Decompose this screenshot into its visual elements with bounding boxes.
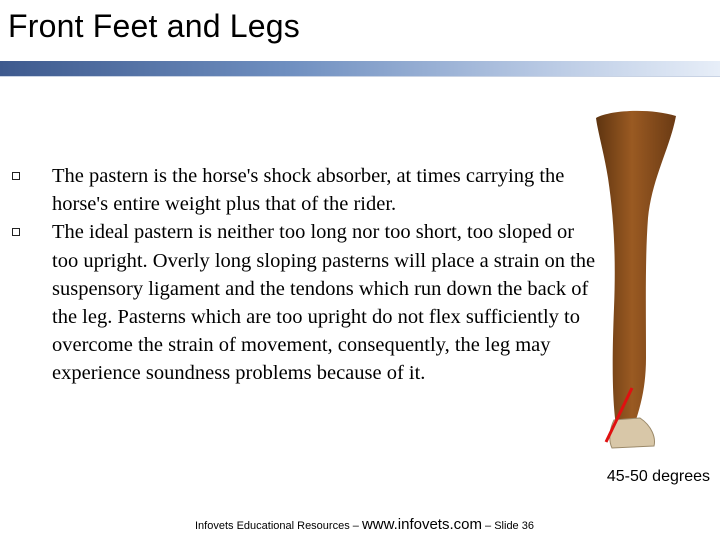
slide-title: Front Feet and Legs xyxy=(8,8,300,44)
angle-caption: 45-50 degrees xyxy=(606,468,710,485)
slide-footer xyxy=(195,516,534,533)
footer-slide-number: – Slide 36 xyxy=(481,520,534,532)
footer-left-text: Infovets Educational Resources – xyxy=(195,520,362,532)
horse-leg-image xyxy=(590,108,710,458)
leg-shape xyxy=(596,111,676,426)
bullet-text: The pastern is the horse's shock absorber, at times carrying the horse's entire weight plus that of the rider. xyxy=(52,165,565,216)
square-bullet-icon xyxy=(12,172,20,180)
bullet-text: The ideal pastern is neither too long nor too short, too sloped or too upright. Overly long sloping pasterns will place a strain on the suspensory ligament and the tendons which run down the back of the leg. Pasterns which are too upright do not flex sufficiently to overcome the strain of movement, consequently, the leg may experience soundness problems because of it. xyxy=(52,221,596,385)
bullet-item xyxy=(52,218,597,387)
square-bullet-icon xyxy=(12,228,20,236)
footer-url-link[interactable]: www.infovets.com xyxy=(361,516,482,533)
bullet-item xyxy=(52,162,597,218)
title-underline-bar xyxy=(0,61,720,76)
title-divider xyxy=(0,76,720,77)
bullet-list xyxy=(52,162,597,388)
